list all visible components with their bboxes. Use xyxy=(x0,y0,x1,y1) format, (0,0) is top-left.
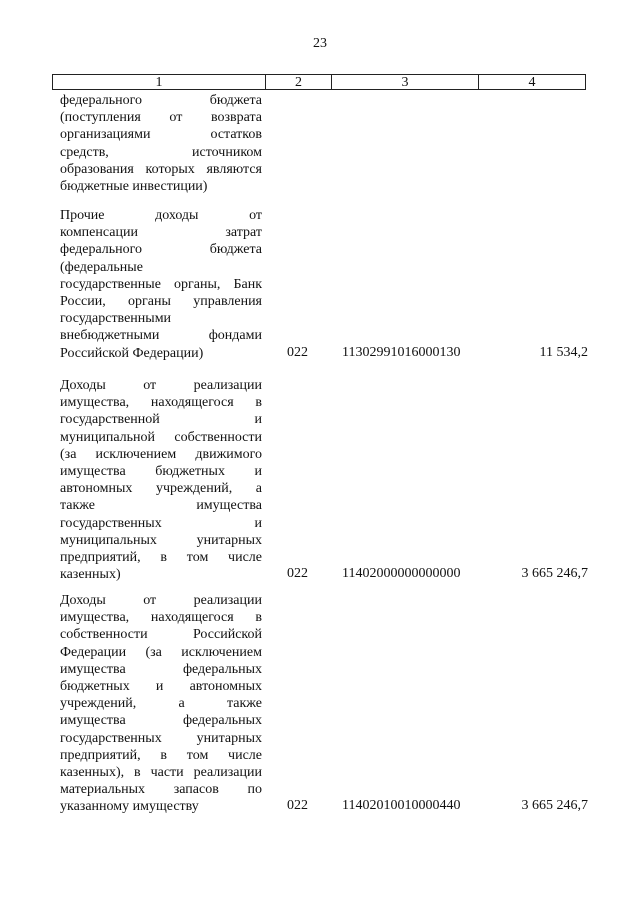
description-line: автономных учреждений, а xyxy=(60,481,262,497)
description-line: имущества федеральных xyxy=(60,661,262,677)
description-line: средств, источником xyxy=(60,144,262,160)
description-line: государственных унитарных xyxy=(60,730,262,746)
description-line: внебюджетными фондами xyxy=(60,328,262,344)
row-description xyxy=(60,592,262,815)
description-line: государственные органы, Банк xyxy=(60,276,262,292)
description-line: Прочие доходы от xyxy=(60,208,262,223)
page-number: 23 xyxy=(313,36,327,51)
row-description xyxy=(60,377,262,583)
description-line: материальных запасов по xyxy=(60,782,262,798)
description-line: муниципальной собственности xyxy=(60,429,262,445)
description-line: бюджетные инвестиции) xyxy=(60,178,208,194)
description-line: государственными xyxy=(60,311,172,327)
header-col-3: 3 xyxy=(332,75,479,89)
description-line: России, органы управления xyxy=(60,293,262,309)
row-description xyxy=(60,207,262,362)
row-code: 022 xyxy=(287,798,308,814)
description-line: также имущества xyxy=(60,498,262,514)
description-line: государственной и xyxy=(60,412,262,428)
description-line: бюджетных и автономных xyxy=(60,678,262,694)
header-col-2: 2 xyxy=(266,75,332,89)
row-kbk: 11302991016000130 xyxy=(342,344,461,360)
row-amount: 3 665 246,7 xyxy=(521,798,588,814)
row-code: 022 xyxy=(287,566,308,582)
description-line: казенных) xyxy=(60,567,121,583)
description-line: федерального бюджета xyxy=(60,93,262,108)
row-amount: 3 665 246,7 xyxy=(521,566,588,582)
description-line: собственности Российской xyxy=(60,627,262,643)
description-line: компенсации затрат xyxy=(60,225,262,241)
description-line: федерального бюджета xyxy=(60,242,262,258)
table-header xyxy=(52,74,586,90)
description-line: имущества федеральных xyxy=(60,713,262,729)
description-line: имущества бюджетных и xyxy=(60,463,262,479)
description-line: указанному имуществу xyxy=(60,799,199,815)
description-line: организациями остатков xyxy=(60,127,262,143)
row-description xyxy=(60,92,262,195)
row-amount: 11 534,2 xyxy=(539,344,588,360)
description-line: Доходы от реализации xyxy=(60,378,262,393)
header-col-1: 1 xyxy=(53,75,266,89)
description-line: предприятий, в том числе xyxy=(60,549,262,565)
description-line: (поступления от возврата xyxy=(60,110,262,126)
row-code: 022 xyxy=(287,344,308,360)
description-line: государственных и xyxy=(60,515,262,531)
description-line: Федерации (за исключением xyxy=(60,644,262,660)
description-line: образования которых являются xyxy=(60,161,262,177)
description-line: предприятий, в том числе xyxy=(60,747,262,763)
description-line: имущества, находящегося в xyxy=(60,395,262,411)
row-kbk: 11402000000000000 xyxy=(342,566,461,582)
row-kbk: 11402010010000440 xyxy=(342,798,461,814)
description-line: Российской Федерации) xyxy=(60,345,204,361)
description-line: (федеральные xyxy=(60,259,143,275)
description-line: (за исключением движимого xyxy=(60,446,262,462)
header-col-4: 4 xyxy=(528,75,536,90)
description-line: имущества, находящегося в xyxy=(60,610,262,626)
description-line: муниципальных унитарных xyxy=(60,532,262,548)
description-line: казенных), в части реализации xyxy=(60,764,262,780)
description-line: учреждений, а также xyxy=(60,696,262,712)
description-line: Доходы от реализации xyxy=(60,593,262,608)
